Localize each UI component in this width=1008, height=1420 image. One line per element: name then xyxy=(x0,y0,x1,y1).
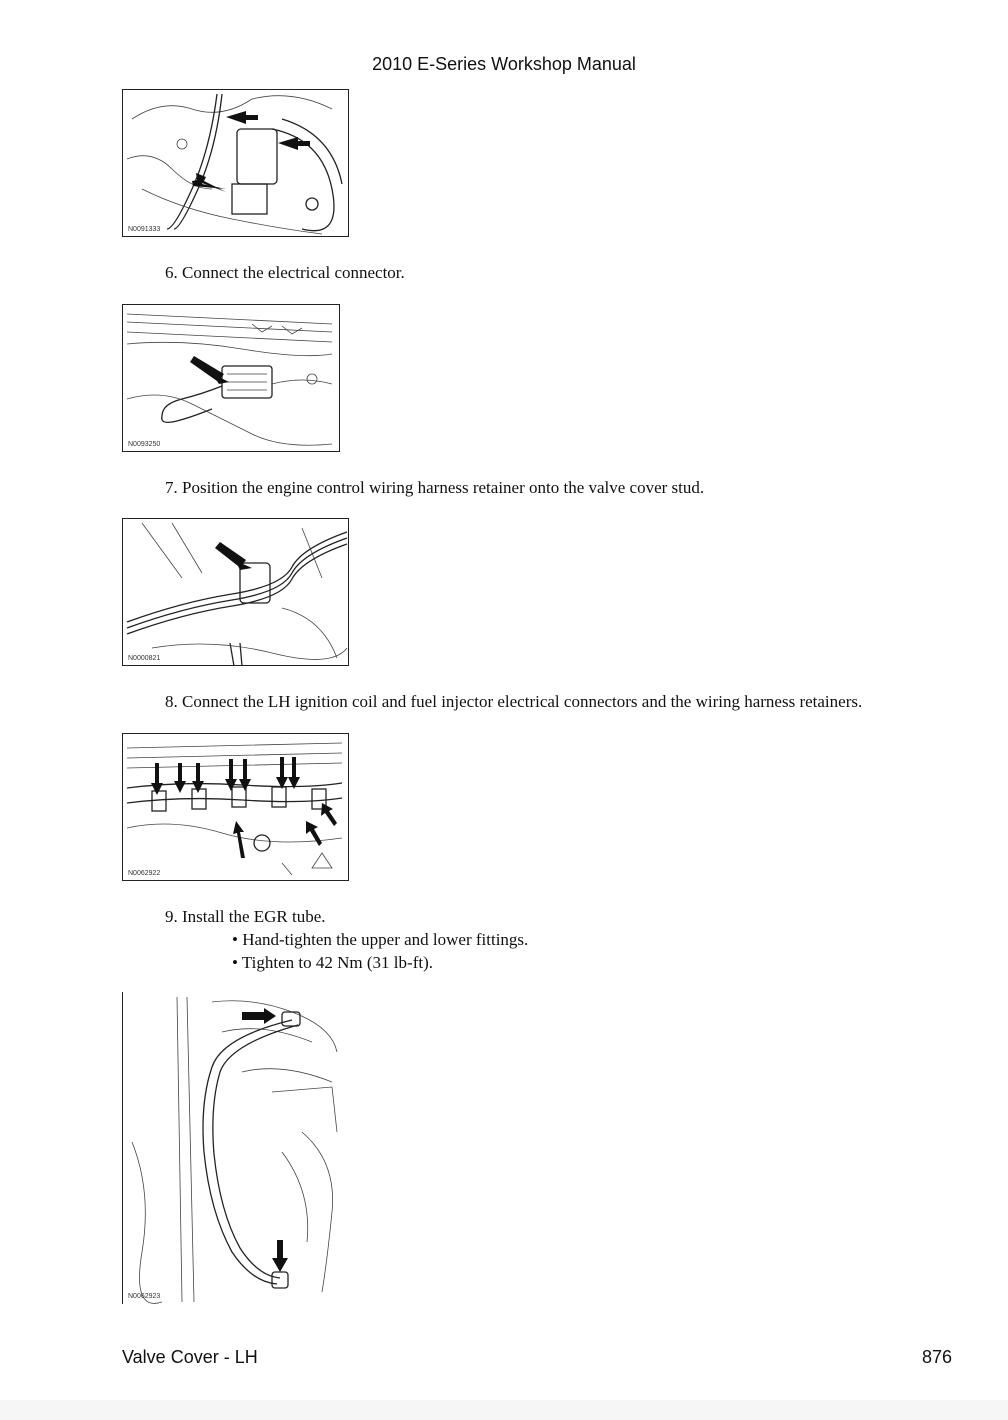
figure-id: N0093250 xyxy=(128,441,161,448)
figure-connector-harness xyxy=(122,89,349,237)
step-9-bullet-2: • Tighten to 42 Nm (31 lb-ft). xyxy=(232,953,433,972)
figure-egr-tube xyxy=(122,992,344,1304)
footer-page-number: 876 xyxy=(921,1347,952,1367)
figure-harness-retainer xyxy=(122,518,349,666)
figure-id: N0091333 xyxy=(128,226,161,233)
figure-electrical-connector xyxy=(122,304,340,452)
figure-id: N0000821 xyxy=(128,655,161,662)
page-bottom-edge xyxy=(0,1400,1008,1420)
step-9-bullet-1: • Hand-tighten the upper and lower fittings. xyxy=(232,930,529,949)
figure-id: N0062923 xyxy=(128,1293,161,1300)
step-9: 9. Install the EGR tube. xyxy=(165,907,326,926)
figure-coil-injector-connectors xyxy=(122,733,349,881)
page-header: 2010 E-Series Workshop Manual xyxy=(372,54,636,74)
footer-section-title: Valve Cover - LH xyxy=(122,1347,258,1367)
figure-id: N0062922 xyxy=(128,870,161,877)
step-7: 7. Position the engine control wiring harness retainer onto the valve cover stud. xyxy=(165,478,705,497)
step-8: 8. Connect the LH ignition coil and fuel injector electrical connectors and the wiring harness retainers. xyxy=(165,692,863,711)
step-6: 6. Connect the electrical connector. xyxy=(165,263,405,282)
